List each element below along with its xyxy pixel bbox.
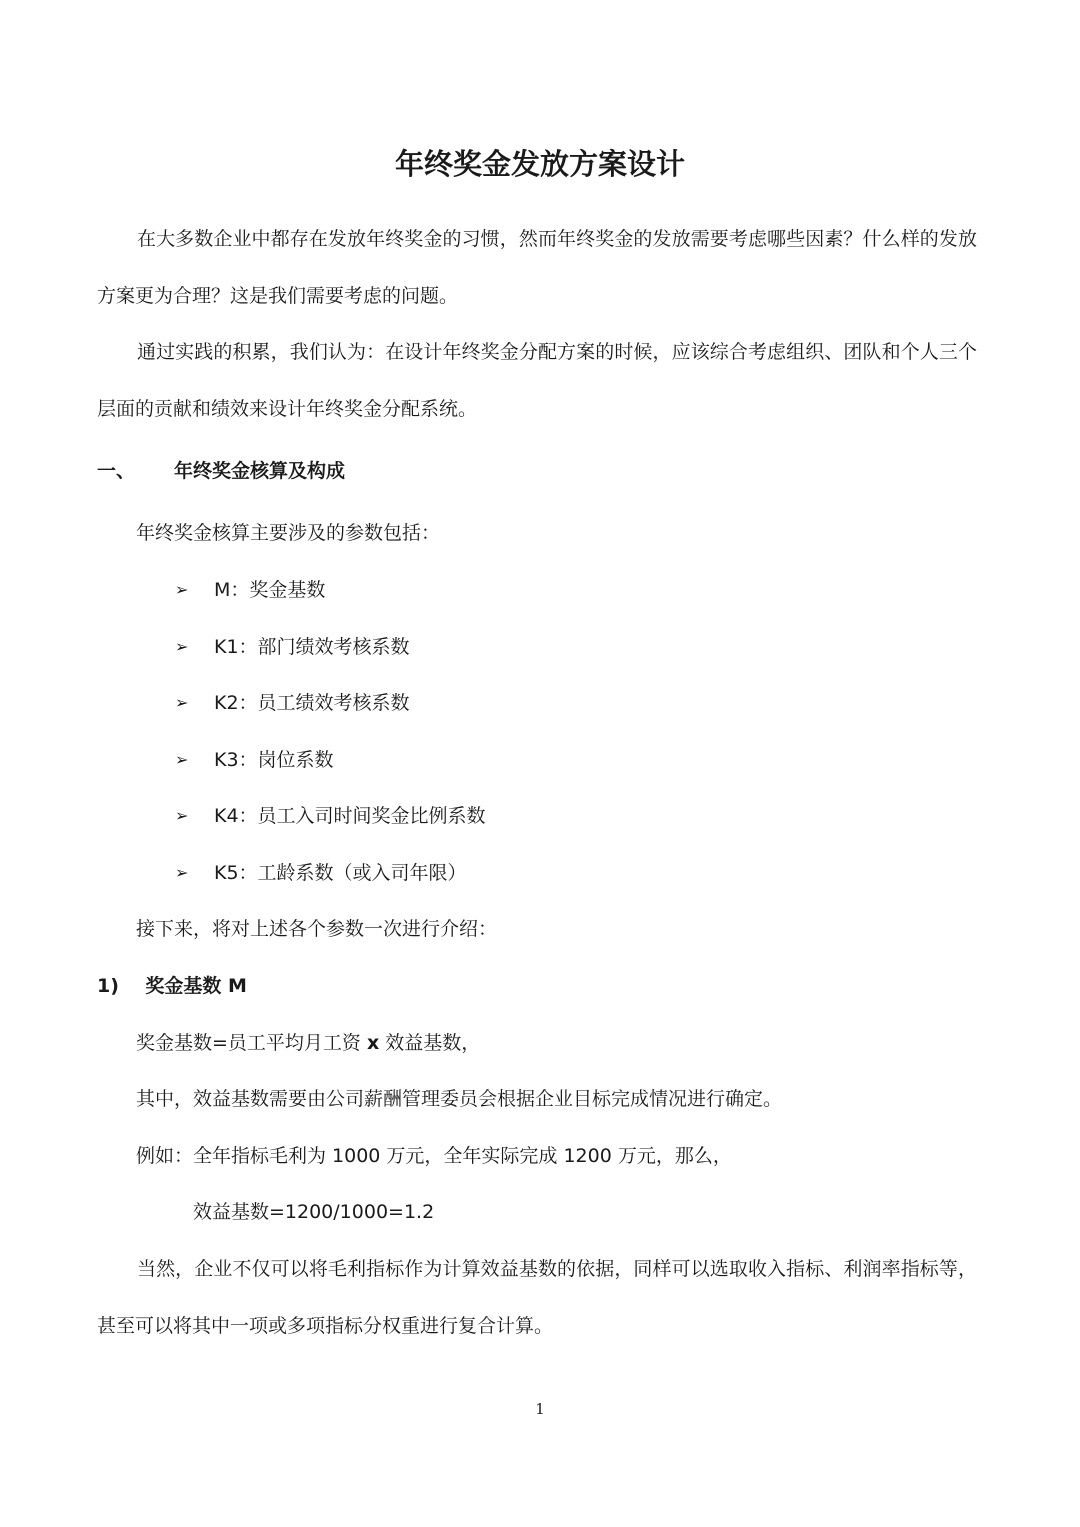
bullet-arrow-icon: ➢	[175, 693, 189, 712]
section-number: 一、	[97, 460, 136, 482]
section-heading: 年终奖金核算及构成	[174, 460, 346, 482]
formula-left: 奖金基数=员工平均月工资	[136, 1032, 367, 1054]
subsection-heading: 1) 奖金基数 M	[97, 975, 247, 997]
param-item: M：奖金基数	[214, 579, 326, 601]
param-item: K1：部门绩效考核系数	[214, 636, 410, 658]
example-result: 效益基数=1200/1000=1.2	[193, 1201, 435, 1223]
formula-right: 效益基数，	[379, 1032, 481, 1054]
bullet-arrow-icon: ➢	[175, 806, 189, 825]
param-item: K3：岗位系数	[214, 749, 334, 771]
formula-note: 其中，效益基数需要由公司薪酬管理委员会根据企业目标完成情况进行确定。	[136, 1088, 783, 1110]
intro-p2-line1: 通过实践的积累，我们认为：在设计年终奖金分配方案的时候，应该综合考虑组织、团队和个人三个	[137, 341, 977, 363]
intro-p1-line1: 在大多数企业中都存在发放年终奖金的习惯，然而年终奖金的发放需要考虑哪些因素？什么样的发放	[137, 228, 977, 250]
page-title: 年终奖金发放方案设计	[394, 147, 685, 181]
param-item: K2：员工绩效考核系数	[214, 692, 410, 714]
page-number: 1	[535, 1400, 545, 1418]
bullet-arrow-icon: ➢	[175, 750, 189, 769]
closing-line2: 甚至可以将其中一项或多项指标分权重进行复合计算。	[97, 1315, 554, 1337]
bullet-arrow-icon: ➢	[175, 580, 189, 599]
params-transition: 接下来，将对上述各个参数一次进行介绍：	[136, 918, 498, 940]
formula-line	[136, 1028, 480, 1058]
bullet-arrow-icon: ➢	[175, 863, 189, 882]
example-line: 例如：全年指标毛利为 1000 万元，全年实际完成 1200 万元，那么，	[136, 1145, 732, 1167]
intro-p1-line2: 方案更为合理？这是我们需要考虑的问题。	[97, 285, 459, 307]
param-item: K4：员工入司时间奖金比例系数	[214, 805, 486, 827]
formula-multiply: x	[366, 1032, 380, 1054]
param-item: K5：工龄系数（或入司年限）	[214, 862, 467, 884]
intro-p2-line2: 层面的贡献和绩效来设计年终奖金分配系统。	[97, 398, 478, 420]
bullet-arrow-icon: ➢	[175, 637, 189, 656]
closing-line1: 当然，企业不仅可以将毛利指标作为计算效益基数的依据，同样可以选取收入指标、利润率指标等，	[137, 1258, 977, 1280]
params-lead: 年终奖金核算主要涉及的参数包括：	[136, 522, 441, 544]
